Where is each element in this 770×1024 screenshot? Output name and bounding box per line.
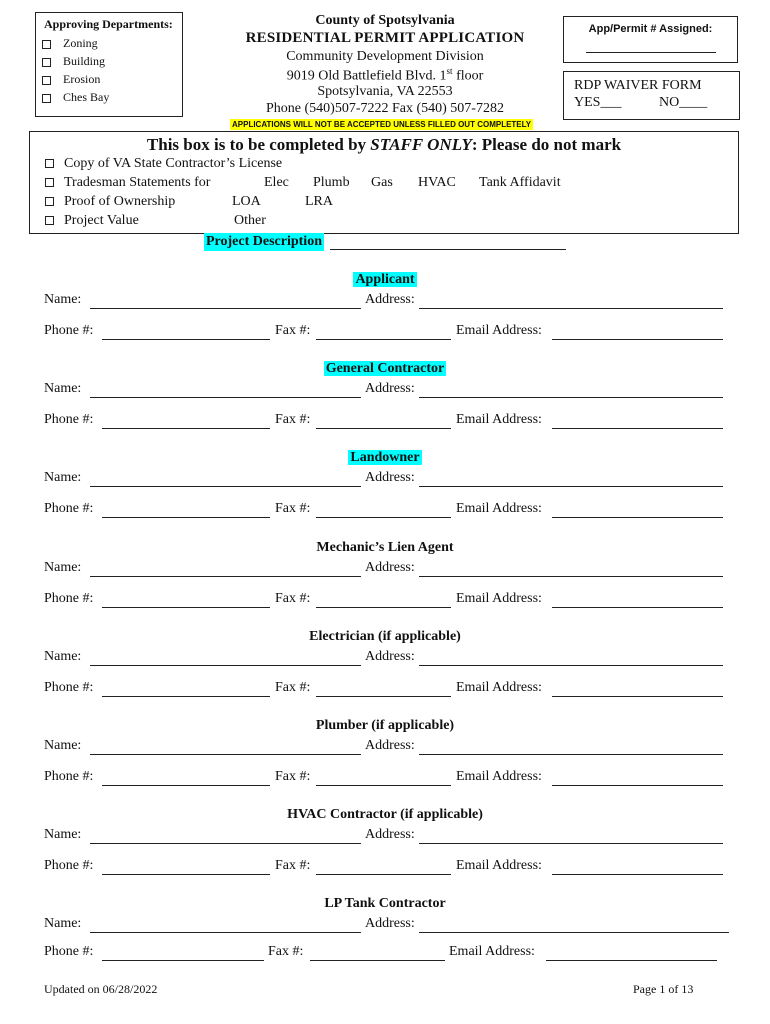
address-label: Address: [365, 916, 415, 931]
email-field[interactable] [552, 428, 723, 429]
waiver-no-field[interactable]: NO____ [659, 95, 708, 110]
permit-assigned-label: App/Permit # Assigned: [588, 23, 713, 35]
county-name: County of Spotsylvania [315, 13, 455, 28]
waiver-title: RDP WAIVER FORM [574, 78, 702, 93]
phone-label: Phone #: [44, 944, 94, 959]
fax-label: Fax #: [275, 858, 311, 873]
address-field[interactable] [419, 843, 723, 844]
permit-assigned-box [563, 16, 738, 63]
email-field[interactable] [552, 339, 723, 340]
name-label: Name: [44, 560, 82, 575]
name-label: Name: [44, 470, 82, 485]
name-field[interactable] [90, 843, 361, 844]
name-field[interactable] [90, 754, 361, 755]
waiver-yes-field[interactable]: YES___ [574, 95, 622, 110]
completion-warning: APPLICATIONS WILL NOT BE ACCEPTED UNLESS FILLED OUT COMPLETELY [232, 120, 532, 129]
phone-field[interactable] [102, 517, 270, 518]
phone-field[interactable] [102, 607, 270, 608]
project-description-label: Project Description [206, 234, 322, 249]
phone-label: Phone #: [44, 501, 94, 516]
email-label: Email Address: [456, 323, 542, 338]
checkbox[interactable] [45, 159, 54, 168]
phone-field[interactable] [102, 785, 270, 786]
address-line-2: Spotsylvania, VA 22553 [317, 84, 453, 99]
name-label: Name: [44, 738, 82, 753]
fax-label: Fax #: [275, 680, 311, 695]
footer-page-number: Page 1 of 13 [633, 982, 694, 996]
staff-row-license[interactable]: Copy of VA State Contractor’s License [45, 156, 282, 172]
name-field[interactable] [90, 665, 361, 666]
phone-label: Phone #: [44, 323, 94, 338]
section-heading: General Contractor [325, 361, 445, 376]
fax-label: Fax #: [275, 769, 311, 784]
name-label: Name: [44, 649, 82, 664]
email-field[interactable] [546, 960, 717, 961]
address-field[interactable] [419, 486, 723, 487]
fax-field[interactable] [316, 785, 451, 786]
staff-row-project-value[interactable]: Project Value Other [45, 213, 139, 229]
fax-label: Fax #: [268, 944, 304, 959]
checkbox[interactable] [45, 197, 54, 206]
name-field[interactable] [90, 932, 361, 933]
approving-departments-box [35, 12, 183, 117]
section-heading: Electrician (if applicable) [309, 629, 461, 644]
email-field[interactable] [552, 696, 723, 697]
dept-zoning[interactable]: Zoning [42, 36, 98, 51]
email-label: Email Address: [456, 591, 542, 606]
address-field[interactable] [419, 308, 723, 309]
address-field[interactable] [419, 932, 729, 933]
address-field[interactable] [419, 665, 723, 666]
dept-ches-bay[interactable]: Ches Bay [42, 90, 109, 105]
fax-field[interactable] [316, 428, 451, 429]
email-field[interactable] [552, 874, 723, 875]
email-label: Email Address: [456, 501, 542, 516]
fax-field[interactable] [316, 874, 451, 875]
section-heading: HVAC Contractor (if applicable) [287, 807, 483, 822]
fax-label: Fax #: [275, 501, 311, 516]
address-label: Address: [365, 560, 415, 575]
fax-field[interactable] [310, 960, 445, 961]
project-description-field[interactable] [330, 249, 566, 250]
section-heading: Landowner [350, 450, 420, 465]
departments-title: Approving Departments: [44, 17, 173, 31]
email-label: Email Address: [456, 769, 542, 784]
email-label: Email Address: [456, 412, 542, 427]
phone-field[interactable] [102, 696, 270, 697]
checkbox[interactable] [42, 58, 51, 67]
address-label: Address: [365, 292, 415, 307]
address-label: Address: [365, 738, 415, 753]
staff-row-tradesman[interactable]: Tradesman Statements for Elec Plumb Gas HVAC Tank Affidavit [45, 175, 210, 191]
address-line-1: 9019 Old Battlefield Blvd. 1st floor [286, 66, 484, 84]
name-label: Name: [44, 292, 82, 307]
address-label: Address: [365, 649, 415, 664]
staff-row-ownership[interactable]: Proof of Ownership LOA LRA [45, 194, 175, 210]
name-label: Name: [44, 381, 82, 396]
fax-label: Fax #: [275, 323, 311, 338]
address-field[interactable] [419, 397, 723, 398]
checkbox[interactable] [42, 76, 51, 85]
address-field[interactable] [419, 576, 723, 577]
name-label: Name: [44, 916, 82, 931]
section-heading: Mechanic’s Lien Agent [316, 540, 454, 555]
name-field[interactable] [90, 486, 361, 487]
phone-fax: Phone (540)507-7222 Fax (540) 507-7282 [266, 101, 504, 116]
checkbox[interactable] [45, 216, 54, 225]
phone-label: Phone #: [44, 591, 94, 606]
phone-field[interactable] [102, 960, 264, 961]
name-field[interactable] [90, 397, 361, 398]
email-field[interactable] [552, 785, 723, 786]
name-field[interactable] [90, 308, 361, 309]
checkbox[interactable] [42, 40, 51, 49]
fax-label: Fax #: [275, 412, 311, 427]
fax-field[interactable] [316, 696, 451, 697]
email-label: Email Address: [456, 858, 542, 873]
footer-updated: Updated on 06/28/2022 [44, 982, 158, 996]
phone-label: Phone #: [44, 858, 94, 873]
email-label: Email Address: [449, 944, 535, 959]
dept-building[interactable]: Building [42, 54, 105, 69]
address-label: Address: [365, 381, 415, 396]
name-label: Name: [44, 827, 82, 842]
rdp-waiver-box [563, 71, 740, 120]
division-name: Community Development Division [286, 49, 484, 64]
email-label: Email Address: [456, 680, 542, 695]
phone-field[interactable] [102, 339, 270, 340]
name-field[interactable] [90, 576, 361, 577]
phone-label: Phone #: [44, 769, 94, 784]
section-heading: Plumber (if applicable) [315, 718, 455, 733]
phone-label: Phone #: [44, 412, 94, 427]
fax-field[interactable] [316, 517, 451, 518]
phone-label: Phone #: [44, 680, 94, 695]
application-title: RESIDENTIAL PERMIT APPLICATION [245, 30, 525, 46]
staff-box-title: This box is to be completed by STAFF ONLY: Please do not mark [146, 135, 622, 154]
address-label: Address: [365, 470, 415, 485]
email-field[interactable] [552, 607, 723, 608]
section-heading: Applicant [355, 272, 415, 287]
fax-field[interactable] [316, 339, 451, 340]
address-label: Address: [365, 827, 415, 842]
section-heading: LP Tank Contractor [324, 896, 446, 911]
phone-field[interactable] [102, 428, 270, 429]
fax-label: Fax #: [275, 591, 311, 606]
checkbox[interactable] [42, 94, 51, 103]
fax-field[interactable] [316, 607, 451, 608]
dept-erosion[interactable]: Erosion [42, 72, 100, 87]
address-field[interactable] [419, 754, 723, 755]
phone-field[interactable] [102, 874, 270, 875]
checkbox[interactable] [45, 178, 54, 187]
staff-only-box [29, 131, 739, 234]
permit-number-field[interactable] [586, 52, 716, 53]
email-field[interactable] [552, 517, 723, 518]
